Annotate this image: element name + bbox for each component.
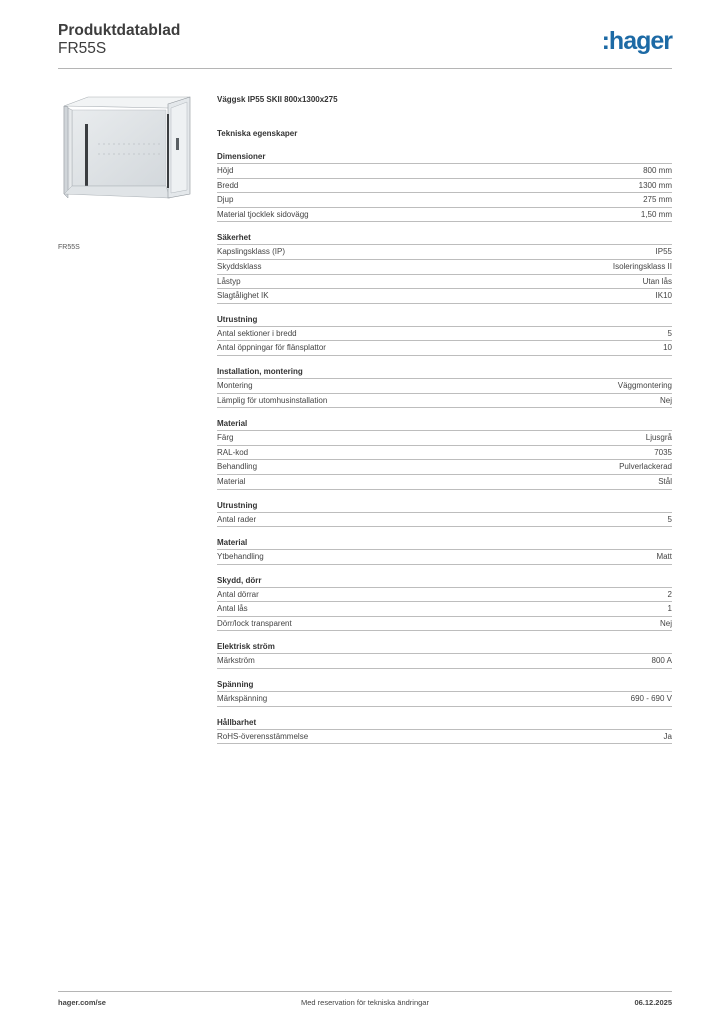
property-row	[217, 475, 672, 490]
property-row	[217, 327, 672, 342]
property-label: Antal rader	[217, 514, 257, 524]
property-value: Väggmontering	[617, 380, 672, 390]
property-label: Märkspänning	[217, 694, 268, 704]
footer-divider	[58, 991, 672, 992]
group-title: Utrustning	[217, 500, 672, 513]
footer-website: hager.com/se	[58, 998, 106, 1007]
property-row	[217, 275, 672, 290]
property-row	[217, 513, 672, 528]
property-label: Slagtålighet IK	[217, 291, 269, 301]
group-title: Säkerhet	[217, 232, 672, 245]
property-row	[217, 245, 672, 260]
property-label: Låstyp	[217, 276, 241, 286]
technical-properties	[217, 94, 672, 744]
property-value: 1300 mm	[638, 180, 672, 190]
group-title: Utrustning	[217, 314, 672, 327]
property-row	[217, 394, 672, 409]
property-value: Nej	[659, 395, 672, 405]
property-value: 690 - 690 V	[630, 694, 672, 704]
property-value: 1	[667, 604, 672, 614]
group-title: Material	[217, 537, 672, 550]
property-row	[217, 260, 672, 275]
property-value: 7035	[654, 447, 672, 457]
property-row	[217, 602, 672, 617]
property-value: IK10	[655, 291, 672, 301]
page-footer	[58, 998, 672, 1010]
product-name: Väggsk IP55 SKII 800x1300x275	[217, 95, 338, 104]
property-group	[217, 679, 672, 707]
property-label: Färg	[217, 433, 234, 443]
property-label: Behandling	[217, 462, 258, 472]
group-title: Hållbarhet	[217, 717, 672, 730]
property-row	[217, 431, 672, 446]
property-group	[217, 717, 672, 745]
property-row	[217, 588, 672, 603]
property-label: Dörr/lock transparent	[217, 618, 292, 628]
property-value: Stål	[658, 476, 672, 486]
product-code: FR55S	[58, 40, 107, 57]
hager-logo: :hager	[601, 27, 672, 55]
property-value: 800 A	[651, 656, 672, 666]
property-row	[217, 289, 672, 304]
property-value: Ja	[663, 731, 672, 741]
property-label: Skyddsklass	[217, 261, 262, 271]
page-header	[58, 22, 180, 58]
property-group	[217, 537, 672, 565]
property-group	[217, 500, 672, 528]
property-value: Pulverlackerad	[619, 462, 672, 472]
header-divider	[58, 68, 672, 69]
property-value: Isoleringsklass II	[612, 261, 672, 271]
property-row	[217, 446, 672, 461]
property-row	[217, 550, 672, 565]
property-row	[217, 692, 672, 707]
product-image	[58, 94, 200, 236]
property-group	[217, 575, 672, 632]
property-value: 5	[667, 328, 672, 338]
property-group	[217, 232, 672, 303]
property-value: 10	[663, 343, 672, 353]
property-label: Antal lås	[217, 604, 248, 614]
property-label: Djup	[217, 195, 234, 205]
property-value: Nej	[659, 618, 672, 628]
property-value: Utan lås	[642, 276, 672, 286]
property-value: 2	[667, 589, 672, 599]
property-row	[217, 730, 672, 745]
property-value: 1,50 mm	[640, 209, 672, 219]
property-label: Kapslingsklass (IP)	[217, 247, 286, 257]
group-title: Spänning	[217, 679, 672, 692]
property-value: Ljusgrå	[645, 433, 672, 443]
property-group	[217, 366, 672, 408]
property-label: RAL-kod	[217, 447, 249, 457]
property-label: Bredd	[217, 180, 239, 190]
property-label: Lämplig för utomhusinstallation	[217, 395, 328, 405]
property-groups	[217, 151, 672, 744]
property-label: Ytbehandling	[217, 552, 264, 562]
page-title: Produktdatablad	[58, 22, 181, 39]
property-value: 275 mm	[643, 195, 672, 205]
property-label: Material tjocklek sidovägg	[217, 209, 309, 219]
property-label: Antal öppningar för flänsplattor	[217, 343, 326, 353]
group-title: Dimensioner	[217, 151, 672, 164]
property-label: Antal dörrar	[217, 589, 259, 599]
property-group	[217, 641, 672, 669]
property-label: Antal sektioner i bredd	[217, 328, 297, 338]
footer-disclaimer: Med reservation för tekniska ändringar	[301, 998, 429, 1007]
property-row	[217, 654, 672, 669]
group-title: Installation, montering	[217, 366, 672, 379]
property-row	[217, 208, 672, 223]
footer-date: 06.12.2025	[634, 998, 672, 1007]
property-value: 5	[667, 514, 672, 524]
property-value: IP55	[655, 247, 672, 257]
property-label: Montering	[217, 380, 253, 390]
property-label: Material	[217, 476, 246, 486]
property-value: 800 mm	[643, 166, 672, 175]
property-label: RoHS-överensstämmelse	[217, 731, 309, 741]
group-title: Elektrisk ström	[217, 641, 672, 654]
group-title: Skydd, dörr	[217, 575, 672, 588]
property-group	[217, 151, 672, 222]
property-row	[217, 379, 672, 394]
property-row	[217, 179, 672, 194]
property-value: Matt	[656, 552, 672, 562]
group-title: Material	[217, 418, 672, 431]
property-row	[217, 460, 672, 475]
property-row	[217, 164, 672, 179]
property-row	[217, 617, 672, 632]
section-heading: Tekniska egenskaper	[217, 129, 298, 138]
property-row	[217, 193, 672, 208]
property-group	[217, 314, 672, 356]
property-label: Märkström	[217, 656, 255, 666]
image-caption: FR55S	[58, 244, 80, 251]
property-label: Höjd	[217, 166, 234, 175]
property-row	[217, 341, 672, 356]
property-group	[217, 418, 672, 489]
